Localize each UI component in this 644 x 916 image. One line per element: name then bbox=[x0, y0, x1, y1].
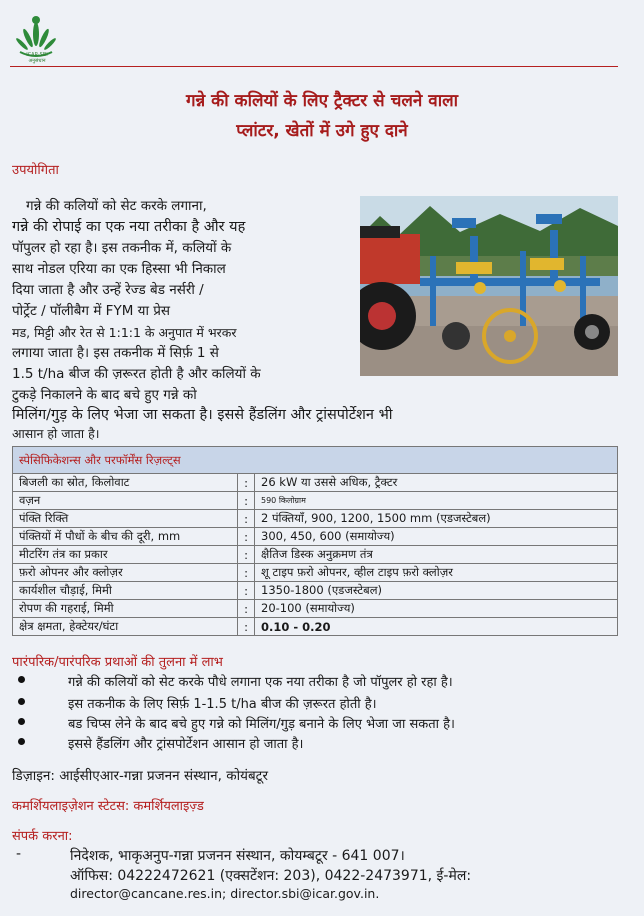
spec-label: बिजली का स्रोत, किलोवाट bbox=[13, 474, 238, 492]
spec-value: शू टाइप फ़रो ओपनर, व्हील टाइप फ़रो क्लोज़र bbox=[255, 564, 618, 582]
contact-phone: ऑफिस: 04222472621 (एक्सटेंशन: 203), 0422-2473971, ई-मेल: bbox=[70, 868, 472, 884]
spec-table bbox=[12, 446, 618, 636]
spec-separator: : bbox=[238, 618, 255, 636]
bullet-icon bbox=[18, 698, 25, 705]
utility-line: पोर्ट्रेट / पॉलीबैग में FYM या प्रेस bbox=[12, 303, 171, 319]
spec-row bbox=[13, 492, 618, 510]
spec-heading: स्पेसिफिकेशन्स और परफॉर्मेंस रिज़ल्ट्स bbox=[13, 447, 618, 474]
spec-value: 300, 450, 600 (समायोज्य) bbox=[255, 528, 618, 546]
utility-line-wide: मिलिंग/गुड़ के लिए भेजा जा सकता है। इससे हैंडलिंग और ट्रांसपोर्टेशन भी bbox=[12, 407, 393, 423]
spec-row bbox=[13, 546, 618, 564]
spec-separator: : bbox=[238, 600, 255, 618]
tractor-planter-photo bbox=[360, 196, 618, 376]
utility-line: टुकड़े निकालने के बाद बचे हुए गन्ने को bbox=[12, 387, 197, 403]
utility-line: पॉपुलर हो रहा है। इस तकनीक में, कलियों के bbox=[12, 240, 232, 256]
spec-value: 26 kW या उससे अधिक, ट्रैक्टर bbox=[255, 474, 618, 492]
bullet-icon bbox=[18, 676, 25, 683]
spec-label: पंक्तियों में पौधों के बीच की दूरी, mm bbox=[13, 528, 238, 546]
spec-value: 590 किलोग्राम bbox=[255, 492, 618, 510]
spec-separator: : bbox=[238, 546, 255, 564]
contact-heading: संपर्क करना: bbox=[12, 829, 73, 844]
spec-label: कार्यशील चौड़ाई, मिमी bbox=[13, 582, 238, 600]
spec-row bbox=[13, 618, 618, 636]
contact-dash: - bbox=[16, 846, 22, 862]
utility-line-last: आसान हो जाता है। bbox=[12, 426, 100, 441]
spec-separator: : bbox=[238, 474, 255, 492]
bullet-icon bbox=[18, 718, 25, 725]
spec-value: 2 पंक्तियाँ, 900, 1200, 1500 mm (एडजस्टेबल) bbox=[255, 510, 618, 528]
spec-value: 0.10 - 0.20 bbox=[255, 618, 618, 636]
commercialization-status: कमर्शियलाइज़ेशन स्टेटस: कमर्शियलाइज़्ड bbox=[12, 799, 204, 814]
spec-label: पंक्ति रिक्ति bbox=[13, 510, 238, 528]
spec-separator: : bbox=[238, 492, 255, 510]
design-credit: डिज़ाइन: आईसीएआर-गन्ना प्रजनन संस्थान, कोयंबटूर bbox=[12, 768, 268, 784]
spec-separator: : bbox=[238, 564, 255, 582]
spec-row bbox=[13, 564, 618, 582]
spec-row bbox=[13, 528, 618, 546]
spec-label: वज़न bbox=[13, 492, 238, 510]
spec-row bbox=[13, 510, 618, 528]
utility-line: गन्ने की रोपाई का एक नया तरीका है और यह bbox=[12, 219, 246, 235]
advantage-text: गन्ने की कलियों को सेट करके पौधे लगाना एक नया तरीका है जो पॉपुलर हो रहा है। bbox=[68, 675, 453, 690]
utility-paragraph bbox=[12, 196, 352, 406]
spec-separator: : bbox=[238, 582, 255, 600]
spec-value: क्षैतिज डिस्क अनुक्रमण तंत्र bbox=[255, 546, 618, 564]
advantage-text: इस तकनीक के लिए सिर्फ़ 1-1.5 t/ha बीज की ज़रूरत होती है। bbox=[68, 697, 377, 712]
spec-row bbox=[13, 600, 618, 618]
spec-row bbox=[13, 474, 618, 492]
contact-email: director@cancane.res.in; director.sbi@icar.gov.in. bbox=[70, 886, 380, 901]
bullet-icon bbox=[18, 738, 25, 745]
utility-heading: उपयोगिता bbox=[12, 163, 59, 178]
spec-label: रोपण की गहराई, मिमी bbox=[13, 600, 238, 618]
utility-line: 1.5 t/ha बीज की ज़रूरत होती है और कलियों के bbox=[12, 366, 261, 382]
spec-value: 20-100 (समायोज्य) bbox=[255, 600, 618, 618]
advantages-heading: पारंपरिक/पारंपरिक प्रथाओं की तुलना में लाभ bbox=[12, 655, 223, 670]
advantage-text: इससे हैंडलिंग और ट्रांसपोर्टेशन आसान हो जाता है। bbox=[68, 737, 304, 752]
spec-label: क्षेत्र क्षमता, हेक्टेयर/घंटा bbox=[13, 618, 238, 636]
spec-value: 1350-1800 (एडजस्टेबल) bbox=[255, 582, 618, 600]
spec-label: मीटरिंग तंत्र का प्रकार bbox=[13, 546, 238, 564]
spec-row bbox=[13, 582, 618, 600]
spec-label: फ़रो ओपनर और क्लोज़र bbox=[13, 564, 238, 582]
utility-line: मड, मिट्टी और रेत से 1:1:1 के अनुपात में भरकर bbox=[12, 325, 237, 340]
contact-address: निदेशक, भाकृअनुप-गन्ना प्रजनन संस्थान, कोयम्बटूर - 641 007। bbox=[70, 848, 405, 864]
utility-line: लगाया जाता है। इस तकनीक में सिर्फ़ 1 से bbox=[12, 345, 219, 361]
advantage-text: बड चिप्स लेने के बाद बचे हुए गन्ने को मिलिंग/गुड़ बनाने के लिए भेजा जा सकता है। bbox=[68, 717, 455, 732]
page-title-line-1: गन्ने की कलियों के लिए ट्रैक्टर से चलने वाला bbox=[185, 91, 459, 111]
utility-line: दिया जाता है और उन्हें रेज्ड बेड नर्सरी / bbox=[12, 282, 204, 298]
header-rule bbox=[10, 66, 618, 67]
page-title-line-2: प्लांटर, खेतों में उगे हुए दाने bbox=[236, 121, 408, 141]
utility-line: साथ नोडल एरिया का एक हिस्सा भी निकाल bbox=[12, 261, 226, 277]
spec-separator: : bbox=[238, 528, 255, 546]
logo-caption: ICAR-SBI अनुसंधान bbox=[26, 52, 48, 64]
spec-separator: : bbox=[238, 510, 255, 528]
spec-table-header bbox=[13, 447, 618, 474]
utility-line: गन्ने की कलियों को सेट करके लगाना, bbox=[26, 198, 207, 214]
